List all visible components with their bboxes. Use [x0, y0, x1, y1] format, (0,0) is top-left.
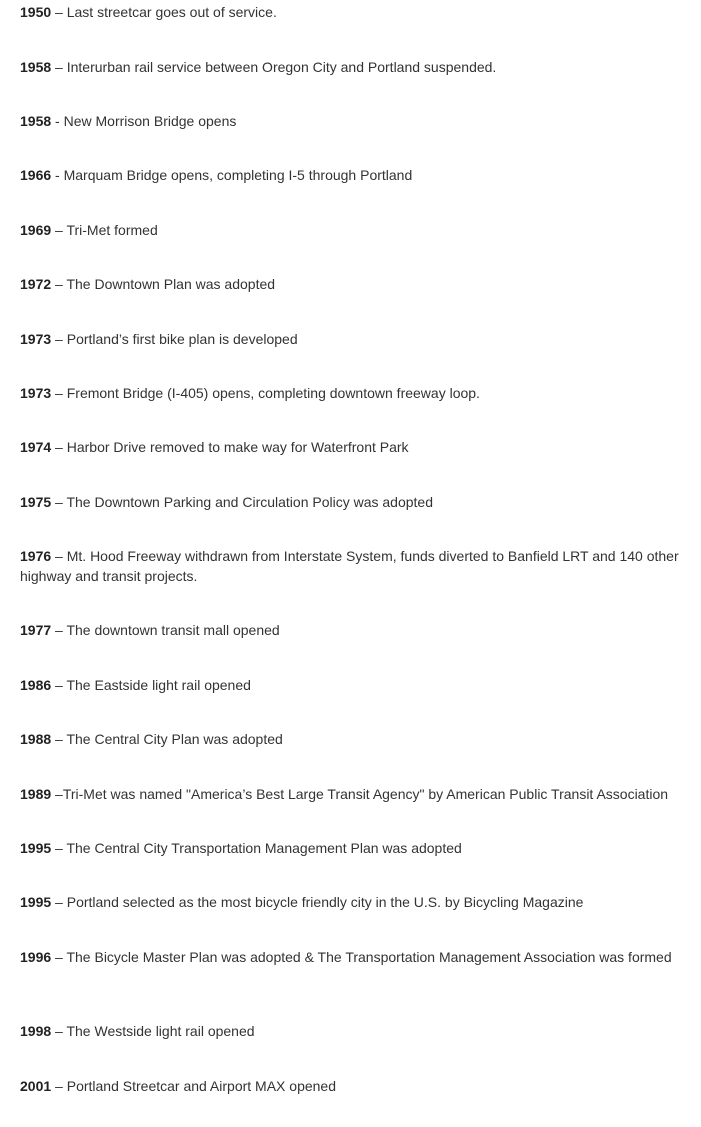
entry-year: 1989: [20, 786, 52, 802]
timeline-entry: [20, 729, 692, 749]
entry-separator: –: [51, 1078, 67, 1094]
timeline-entry: [20, 838, 692, 858]
entry-year: 1958: [20, 113, 52, 129]
entry-separator: –: [51, 548, 67, 564]
entry-year: 1986: [20, 677, 52, 693]
entry-separator: –: [51, 494, 67, 510]
entry-separator: –: [51, 677, 67, 693]
timeline-entry: [20, 675, 692, 695]
entry-year: 1974: [20, 439, 52, 455]
entry-text: The Downtown Plan was adopted: [66, 276, 276, 292]
entry-year: 1988: [20, 731, 52, 747]
entry-text: Portland’s first bike plan is developed: [66, 331, 298, 347]
timeline-entry: [20, 220, 692, 240]
timeline-entry: [20, 947, 692, 967]
entry-text: Tri-Met formed: [66, 222, 158, 238]
entry-separator: –: [51, 622, 67, 638]
entry-separator: –: [51, 949, 67, 965]
entry-text: The downtown transit mall opened: [66, 622, 280, 638]
entry-separator: -: [51, 167, 64, 183]
entry-text: The Eastside light rail opened: [66, 677, 251, 693]
entry-separator: –: [51, 894, 67, 910]
timeline-entry: [20, 111, 692, 131]
entry-year: 1976: [20, 548, 52, 564]
entry-separator: -: [51, 113, 64, 129]
entry-year: 1995: [20, 840, 52, 856]
timeline-entry: [20, 1021, 692, 1041]
entry-text: Mt. Hood Freeway withdrawn from Interstate System, funds diverted to Banfield LRT and 140 other highway and transit projects.: [20, 548, 679, 584]
timeline-entry: [20, 546, 692, 586]
entry-separator: –: [51, 276, 67, 292]
entry-year: 1998: [20, 1023, 52, 1039]
entry-text: The Westside light rail opened: [66, 1023, 255, 1039]
timeline-entry: [20, 492, 692, 512]
entry-year: 1969: [20, 222, 52, 238]
entry-year: 1950: [20, 4, 52, 20]
timeline-entry: [20, 2, 692, 22]
entry-year: 1958: [20, 59, 52, 75]
entry-separator: –: [51, 786, 63, 802]
entry-separator: –: [51, 59, 67, 75]
entry-separator: –: [51, 731, 67, 747]
entry-separator: –: [51, 222, 67, 238]
entry-year: 1973: [20, 385, 52, 401]
entry-year: 1977: [20, 622, 52, 638]
entry-separator: –: [51, 331, 67, 347]
timeline-entry: [20, 892, 692, 912]
timeline-entry: [20, 437, 692, 457]
entry-separator: –: [51, 4, 67, 20]
entry-text: The Central City Plan was adopted: [66, 731, 283, 747]
timeline-entry: [20, 784, 692, 804]
timeline-entry: [20, 383, 692, 403]
entry-separator: –: [51, 840, 67, 856]
entry-year: 1975: [20, 494, 52, 510]
entry-year: 1995: [20, 894, 52, 910]
entry-year: 2001: [20, 1078, 52, 1094]
entry-year: 1972: [20, 276, 52, 292]
entry-text: Portland Streetcar and Airport MAX opened: [66, 1078, 337, 1094]
entry-text: Interurban rail service between Oregon City and Portland suspended.: [66, 59, 497, 75]
entry-text: The Bicycle Master Plan was adopted & The Transportation Management Association was formed: [66, 949, 672, 965]
entry-text: New Morrison Bridge opens: [63, 113, 237, 129]
entry-separator: –: [51, 385, 67, 401]
timeline-entry: [20, 620, 692, 640]
entry-year: 1973: [20, 331, 52, 347]
entry-year: 1996: [20, 949, 52, 965]
timeline-entry: [20, 329, 692, 349]
timeline-entry: [20, 165, 692, 185]
entry-separator: –: [51, 439, 67, 455]
entry-text: The Central City Transportation Management Plan was adopted: [66, 840, 462, 856]
entry-text: Fremont Bridge (I-405) opens, completing downtown freeway loop.: [66, 385, 480, 401]
entry-text: The Downtown Parking and Circulation Policy was adopted: [66, 494, 433, 510]
timeline-entry: [20, 274, 692, 294]
entry-text: Tri-Met was named "America’s Best Large Transit Agency" by American Public Transit Association: [62, 786, 669, 802]
entry-year: 1966: [20, 167, 52, 183]
entry-text: Last streetcar goes out of service.: [66, 4, 277, 20]
entry-text: Portland selected as the most bicycle friendly city in the U.S. by Bicycling Magazine: [66, 894, 584, 910]
entry-text: Harbor Drive removed to make way for Waterfront Park: [66, 439, 409, 455]
entry-separator: –: [51, 1023, 67, 1039]
timeline-entry: [20, 57, 692, 77]
timeline-entry: [20, 1076, 692, 1096]
entry-text: Marquam Bridge opens, completing I-5 through Portland: [63, 167, 413, 183]
